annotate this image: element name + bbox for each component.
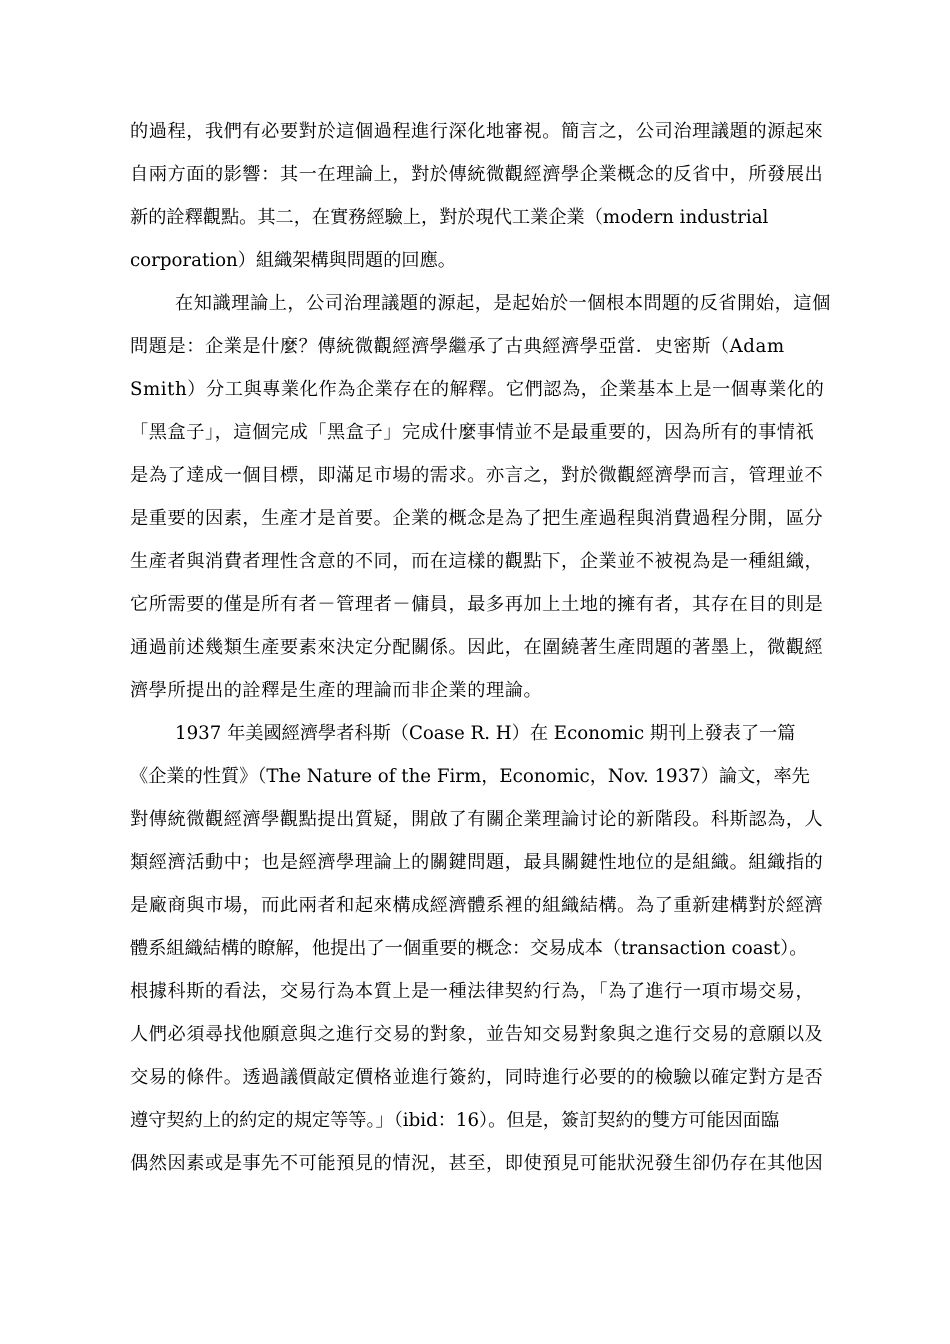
text-line: 交易的條件。透過議價敲定價格並進行簽約，同時進行必要的的檢驗以確定對方是否 [130, 1067, 824, 1088]
text-line: 類經濟活動中；也是經濟學理論上的關鍵問題，最具關鍵性地位的是組織。組織指的 [130, 852, 824, 873]
text-line: 是為了達成一個目標，即滿足市場的需求。亦言之，對於微觀經濟學而言，管理並不 [130, 465, 824, 486]
text-line: 的過程，我們有必要對於這個過程進行深化地審視。簡言之，公司治理議題的源起來 [130, 121, 824, 142]
text-line: 生產者與消費者理性含意的不同，而在這樣的觀點下，企業並不被視為是一種組織， [130, 551, 824, 572]
text-line: 濟學所提出的詮釋是生產的理論而非企業的理論。 [130, 680, 543, 701]
text-line: 體系組織結構的瞭解，他提出了一個重要的概念：交易成本（transaction coast）。 [130, 938, 808, 959]
paragraph-3 [130, 712, 850, 1185]
text-line: 新的詮釋觀點。其二，在實務經驗上，對於現代工業企業（modern industrial [130, 207, 769, 228]
text-line: 1937 年美國經濟學者科斯（Coase R. H）在 Economic 期刊上發表了一篇 [175, 723, 796, 744]
text-line: 遵守契約上的約定的規定等等。」（ibid：16）。但是，簽訂契約的雙方可能因面臨 [130, 1110, 780, 1131]
text-line: 根據科斯的看法，交易行為本質上是一種法律契約行為，「為了進行一項市場交易， [130, 981, 815, 1002]
text-line: 是廠商與市場，而此兩者和起來構成經濟體系裡的組織結構。為了重新建構對於經濟 [130, 895, 824, 916]
text-line: 是重要的因素，生產才是首要。企業的概念是為了把生產過程與消費過程分開，區分 [130, 508, 824, 529]
text-line: 自兩方面的影響：其一在理論上，對於傳統微觀經濟學企業概念的反省中，所發展出 [130, 164, 824, 185]
text-line: corporation）組織架構與問題的回應。 [130, 250, 456, 271]
text-line: 《企業的性質》（The Nature of the Firm，Economic，Nov. 1937）論文，率先 [130, 766, 810, 787]
text-line: 在知識理論上，公司治理議題的源起，是起始於一個根本問題的反省開始，這個 [175, 293, 831, 314]
text-line: 它所需要的僅是所有者－管理者－傭員，最多再加上土地的擁有者，其存在目的則是 [130, 594, 824, 615]
text-line: 問題是：企業是什麼？傳統微觀經濟學繼承了古典經濟學亞當．史密斯（Adam [130, 336, 785, 357]
text-line: 偶然因素或是事先不可能預見的情況，甚至，即使預見可能狀況發生卻仍存在其他因 [130, 1153, 824, 1174]
paragraph-1 [130, 110, 850, 282]
text-line: 「黑盒子」，這個完成「黑盒子」完成什麼事情並不是最重要的，因為所有的事情祇 [130, 422, 815, 443]
paragraph-2 [130, 282, 850, 712]
text-line: 通過前述幾類生產要素來決定分配關係。因此，在圍繞著生產問題的著墨上，微觀經 [130, 637, 824, 658]
text-line: 對傳統微觀經濟學觀點提出質疑，開啟了有關企業理論讨论的新階段。科斯認為，人 [130, 809, 824, 830]
document-page [130, 110, 850, 1185]
text-line: 人們必須尋找他願意與之進行交易的對象，並告知交易對象與之進行交易的意願以及 [130, 1024, 824, 1045]
text-line: Smith）分工與專業化作為企業存在的解釋。它們認為，企業基本上是一個專業化的 [130, 379, 825, 400]
